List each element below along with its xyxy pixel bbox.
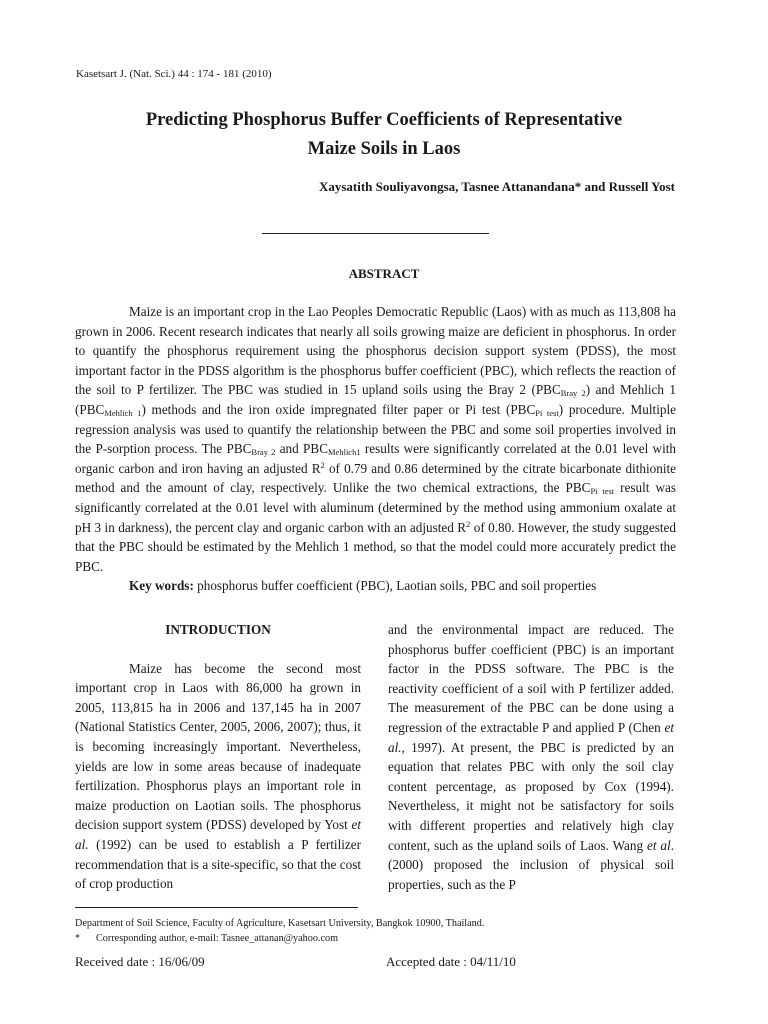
introduction-heading: INTRODUCTION — [165, 622, 271, 637]
title-line-2: Maize Soils in Laos — [307, 139, 461, 159]
right-column — [388, 620, 674, 894]
title-divider — [262, 233, 489, 234]
introduction-paragraph-right: and the environmental impact are reduced. The phosphorus buffer coefficient (PBC) is an important factor in the PDSS software. The PBC is the reactivity coefficient of a soil with P fertilizer added. The measurement of the PBC can be done using a regression of the extractable P and applied P (Chen et al., 1997). At present, the PBC is predicted by an equation that relates PBC with only the soil clay content percentage, as proposed by Cox (1994). Nevertheless, it might not be satisfactory for soils with different properties and relatively high clay content, such as the upland soils of Laos. Wang et al. (2000) proposed the inclusion of physical soil properties, such as the P — [388, 622, 674, 892]
keywords-line — [75, 576, 676, 596]
author-list: Xaysatith Souliyavongsa, Tasnee Attanandana* and Russell Yost — [318, 179, 675, 194]
abstract-body — [75, 302, 676, 596]
left-column — [75, 620, 361, 894]
corresponding-footnote — [75, 933, 338, 944]
title-line-1: Predicting Phosphorus Buffer Coefficients of Representative — [145, 110, 623, 130]
introduction-paragraph-left: Maize has become the second most important crop in Laos with 86,000 ha grown in 2005, 113,815 ha in 2006 and 137,145 ha in 2007 (National Statistics Center, 2005, 2006, 2007); thus, it is becoming increasingly important. Nevertheless, yields are low in some areas because of inadequate fertilization. Phosphorus plays an important role in maize production on Laotian soils. The phosphorus decision support system (PDSS) developed by Yost et al. (1992) can be used to establish a P fertilizer recommendation that is a site-specific, so that the cost of crop production — [75, 660, 361, 892]
footnote-star: * — [75, 933, 81, 944]
abstract-paragraph: Maize is an important crop in the Lao Peoples Democratic Republic (Laos) with as much as 113,808 ha grown in 2006. Recent research indicates that nearly all soils growing maize are deficient in phosphorus. In order to quantify the phosphorus requirement using the phosphorus decision support system (PDSS), the most important factor in the PDSS algorithm is the phosphorus buffer coefficient (PBC), which reflects the reaction of the soil to P fertilizer. The PBC was studied in 15 upland soils using the Bray 2 $(PBC_{Bray 2})$ and Mehlich 1 $(PBC_{Mehlich 1})$ methods and the iron oxide impregnated filter paper or Pi test $(PBC_{Pi test})$ procedure. Multiple regression analysis was used to quantify the relationship between the PBC and some soil properties involved in the P-sorption process. The $PBC_{Bray 2}$ and $PBC_{Mehlich1}$ results were significantly correlated at the 0.01 level with organic carbon and iron having an adjusted $R^2$ of 0.79 and 0.86 determined by the citrate bicarbonate dithionite method and the amount of clay, respectively. Unlike the two chemical extractions, the $PBC_{Pi test}$ result was significantly correlated at the 0.01 level with aluminum (determined by the method using ammonium oxalate at pH 3 in darkness), the percent clay and organic carbon with an adjusted $R^2$ of 0.80. However, the study suggested that the PBC should be estimated by the Mehlich 1 method, so that the model could more accurately predict the PBC. — [75, 304, 677, 574]
paper-title — [60, 106, 708, 164]
keywords-label: Key words: — [129, 578, 194, 594]
journal-reference: Kasetsart J. (Nat. Sci.) 44 : 174 - 181 (2010) — [76, 68, 272, 80]
abstract-heading: ABSTRACT — [348, 266, 420, 281]
corresponding-author-text: Corresponding author, e-mail: Tasnee_attanan@yahoo.com — [96, 933, 339, 944]
keywords-text: phosphorus buffer coefficient (PBC), Laotian soils, PBC and soil properties — [193, 578, 597, 594]
received-date: Received date : 16/06/09 — [75, 954, 205, 969]
footnote-divider — [75, 907, 358, 908]
accepted-date: Accepted date : 04/11/10 — [386, 954, 516, 969]
affiliation-footnote: Department of Soil Science, Faculty of Agriculture, Kasetsart University, Bangkok 10900, Thailand. — [75, 918, 485, 929]
